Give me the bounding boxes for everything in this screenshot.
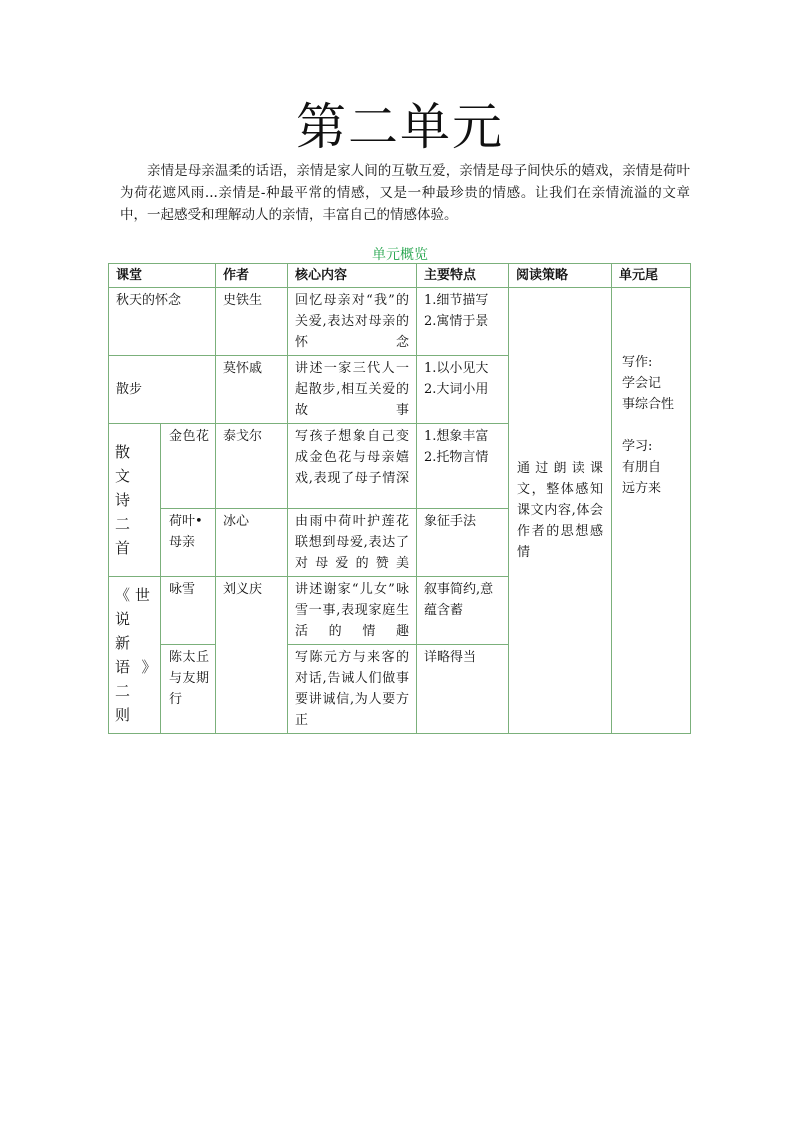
header-content: 核心内容 <box>288 264 417 288</box>
unit-end-writing: 写作: 学会记 事综合性 <box>622 355 675 412</box>
table-header-row <box>109 264 691 288</box>
header-lesson: 课堂 <box>109 264 216 288</box>
author-cell: 刘义庆 <box>216 577 288 734</box>
author-cell: 泰戈尔 <box>216 424 288 509</box>
features-cell: 1.细节描写 2.寓情于景 <box>417 288 509 356</box>
author-cell: 莫怀戚 <box>216 356 288 424</box>
header-author: 作者 <box>216 264 288 288</box>
content-cell: 由雨中荷叶护莲花联想到母爱,表达了对母爱的赞美 <box>288 509 417 577</box>
header-strategy: 阅读策略 <box>509 264 612 288</box>
intro-paragraph: 亲情是母亲温柔的话语，亲情是家人间的互敬互爱，亲情是母子间快乐的嬉戏，亲情是荷叶为荷花遮风雨...亲情是-种最平常的情感，又是一种最珍贵的情感。让我们在亲情流溢的文章中，一起感受和理解动人的亲情，丰富自己的情感体验。 <box>120 163 690 223</box>
features-cell: 详略得当 <box>417 645 509 734</box>
group-cell-shishuo: 《世说新语》二则 <box>109 577 161 734</box>
header-features: 主要特点 <box>417 264 509 288</box>
features-cell: 1.以小见大 2.大词小用 <box>417 356 509 424</box>
group-cell-prose-poems: 散文诗二首 <box>109 424 161 577</box>
overview-table <box>108 263 691 734</box>
content-cell: 回忆母亲对“我”的关爱,表达对母亲的怀念 <box>288 288 417 356</box>
content-cell: 写孩子想象自己变成金色花与母亲嬉戏,表现了母子情深 <box>288 424 417 509</box>
page-title: 第二单元 <box>296 98 504 156</box>
content-cell: 讲述一家三代人一起散步,相互关爱的故事 <box>288 356 417 424</box>
lesson-cell: 散步 <box>109 356 216 424</box>
unit-end-cell <box>612 288 691 734</box>
lesson-cell: 秋天的怀念 <box>109 288 216 356</box>
unit-end-study: 学习: 有朋自 远方来 <box>622 439 662 496</box>
author-cell: 史铁生 <box>216 288 288 356</box>
reading-strategy-cell: 通过朗读课文，整体感知课文内容,体会作者的思想感情 <box>509 288 612 734</box>
features-cell: 叙事简约,意蕴含蓄 <box>417 577 509 645</box>
lesson-cell: 咏雪 <box>161 577 216 645</box>
lesson-cell: 陈太丘与友期行 <box>161 645 216 734</box>
table-row <box>109 288 691 356</box>
author-cell: 冰心 <box>216 509 288 577</box>
features-cell: 象征手法 <box>417 509 509 577</box>
overview-title: 单元概览 <box>372 247 428 263</box>
lesson-cell: 荷叶•母亲 <box>161 509 216 577</box>
header-unit-end: 单元尾 <box>612 264 691 288</box>
features-cell: 1.想象丰富 2.托物言情 <box>417 424 509 509</box>
lesson-cell: 金色花 <box>161 424 216 509</box>
content-cell: 写陈元方与来客的对话,告诫人们做事要讲诚信,为人要方正 <box>288 645 417 734</box>
content-cell: 讲述谢家“儿女”咏雪一事,表现家庭生活的情趣 <box>288 577 417 645</box>
